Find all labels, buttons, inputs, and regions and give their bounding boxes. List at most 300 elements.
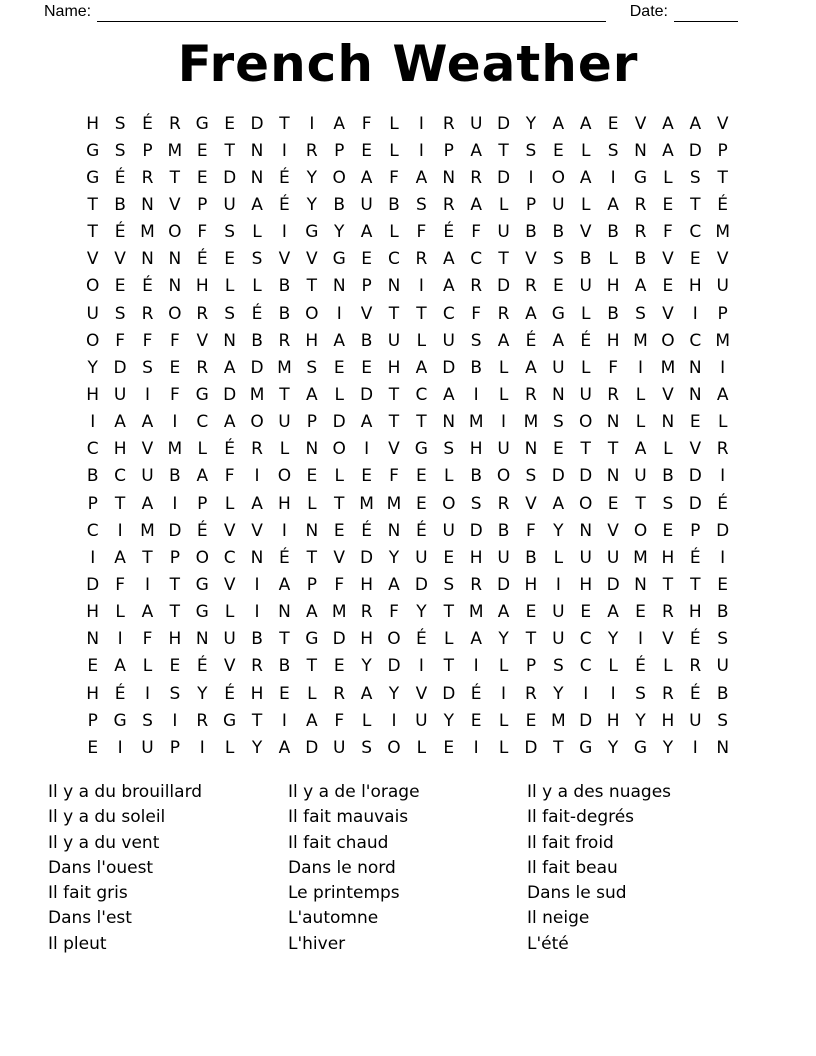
grid-letter-r11-c10: L — [334, 384, 344, 405]
grid-letter-r15-c2: T — [114, 493, 126, 514]
grid-letter-r13-c12: V — [388, 439, 400, 460]
grid-letter-r9-c8: R — [278, 330, 291, 351]
grid-letter-r17-c14: E — [443, 547, 455, 568]
grid-letter-r12-c23: E — [689, 412, 701, 433]
grid-letter-r13-c22: L — [663, 439, 673, 460]
grid-letter-r18-c20: D — [606, 574, 620, 595]
grid-letter-r7-c15: R — [470, 276, 483, 297]
grid-letter-r20-c2: I — [117, 629, 123, 650]
grid-letter-r12-c15: M — [468, 412, 484, 433]
grid-letter-r11-c9: A — [306, 384, 318, 405]
grid-letter-r21-c2: A — [114, 656, 126, 677]
grid-letter-r4-c11: U — [360, 194, 373, 215]
grid-letter-r24-c8: A — [278, 737, 291, 758]
grid-letter-r7-c23: H — [688, 276, 702, 297]
worksheet-header — [44, 2, 738, 22]
grid-letter-r10-c22: M — [660, 357, 676, 378]
grid-letter-r21-c14: T — [443, 656, 454, 677]
grid-letter-r19-c13: Y — [416, 602, 427, 623]
grid-letter-r9-c9: H — [305, 330, 319, 351]
grid-letter-r3-c22: L — [663, 167, 673, 188]
grid-letter-r18-c15: R — [470, 574, 483, 595]
grid-letter-r3-c19: A — [579, 167, 592, 188]
grid-letter-r24-c14: E — [443, 737, 455, 758]
grid-letter-r10-c24: I — [720, 357, 726, 378]
grid-letter-r23-c2: G — [113, 710, 127, 731]
grid-letter-r10-c15: B — [470, 357, 482, 378]
grid-letter-r20-c11: H — [360, 629, 373, 650]
date-label: Date: — [629, 3, 668, 20]
grid-letter-r12-c2: A — [114, 412, 126, 433]
grid-letter-r11-c12: T — [388, 384, 400, 405]
grid-letter-r14-c24: I — [720, 466, 726, 487]
word-column-1 — [48, 780, 202, 957]
grid-letter-r22-c16: I — [501, 683, 507, 704]
grid-letter-r5-c10: Y — [334, 222, 345, 243]
grid-letter-r10-c21: I — [638, 357, 644, 378]
word-list-item: Il fait gris — [48, 883, 128, 904]
grid-letter-r15-c15: S — [470, 493, 482, 514]
grid-letter-r16-c18: Y — [553, 520, 564, 541]
grid-letter-r16-c14: U — [442, 520, 455, 541]
grid-letter-r7-c22: E — [662, 276, 674, 297]
grid-letter-r6-c24: V — [716, 249, 729, 270]
grid-letter-r15-c6: L — [224, 493, 235, 514]
grid-letter-r6-c19: B — [579, 249, 592, 270]
grid-letter-r8-c5: R — [196, 303, 209, 324]
grid-letter-r23-c10: F — [334, 710, 345, 731]
grid-letter-r6-c2: V — [114, 249, 126, 270]
grid-letter-r20-c7: B — [251, 629, 263, 650]
grid-letter-r23-c24: S — [717, 710, 729, 731]
grid-letter-r11-c23: N — [688, 384, 702, 405]
grid-letter-r5-c3: M — [140, 222, 155, 243]
grid-letter-r20-c4: H — [168, 629, 182, 650]
grid-letter-r23-c8: I — [281, 710, 287, 731]
grid-letter-r1-c7: D — [250, 113, 264, 134]
grid-letter-r5-c21: R — [634, 222, 647, 243]
grid-letter-r6-c3: N — [141, 249, 154, 270]
grid-letter-r22-c8: E — [279, 683, 290, 704]
grid-letter-r7-c17: R — [525, 276, 537, 297]
grid-letter-r9-c10: A — [333, 330, 346, 351]
grid-letter-r17-c22: H — [661, 547, 675, 568]
grid-letter-r22-c24: B — [716, 683, 729, 704]
grid-letter-r5-c12: L — [389, 222, 399, 243]
grid-letter-r5-c13: F — [416, 222, 427, 243]
grid-letter-r3-c9: Y — [306, 167, 318, 188]
grid-letter-r19-c14: T — [443, 602, 454, 623]
grid-letter-r10-c4: E — [169, 357, 181, 378]
grid-letter-r6-c20: L — [608, 249, 618, 270]
grid-letter-r8-c24: P — [717, 303, 728, 324]
grid-letter-r4-c2: B — [114, 194, 126, 215]
grid-letter-r10-c6: A — [223, 357, 236, 378]
grid-letter-r3-c11: A — [360, 167, 373, 188]
grid-letter-r15-c3: A — [141, 493, 154, 514]
grid-letter-r23-c9: A — [306, 710, 318, 731]
grid-letter-r24-c5: I — [199, 737, 205, 758]
grid-letter-r5-c4: O — [168, 222, 182, 243]
grid-letter-r16-c19: N — [579, 520, 593, 541]
grid-letter-r6-c22: V — [662, 249, 674, 270]
grid-letter-r10-c18: U — [552, 357, 565, 378]
name-blank-line — [97, 4, 606, 22]
grid-letter-r8-c1: U — [86, 303, 99, 324]
grid-letter-r18-c9: P — [306, 574, 317, 595]
grid-letter-r18-c4: T — [169, 574, 181, 595]
grid-letter-r18-c21: N — [634, 574, 647, 595]
name-label: Name: — [44, 3, 92, 20]
grid-letter-r8-c8: B — [278, 303, 291, 324]
grid-letter-r23-c15: E — [470, 710, 482, 731]
grid-letter-r24-c7: Y — [251, 737, 263, 758]
grid-letter-r3-c20: I — [610, 167, 616, 188]
grid-letter-r5-c22: F — [663, 222, 673, 243]
grid-letter-r12-c8: U — [278, 412, 291, 433]
grid-letter-r16-c7: V — [251, 520, 263, 541]
grid-letter-r16-c13: É — [416, 520, 427, 541]
grid-letter-r6-c5: É — [196, 249, 208, 270]
grid-letter-r8-c6: S — [224, 303, 236, 324]
grid-letter-r8-c3: R — [141, 303, 154, 324]
grid-letter-r2-c14: P — [443, 140, 454, 161]
grid-letter-r12-c16: I — [501, 412, 507, 433]
grid-letter-r6-c12: C — [388, 249, 400, 270]
grid-letter-r2-c19: L — [580, 140, 591, 161]
grid-letter-r23-c19: D — [579, 710, 593, 731]
grid-letter-r16-c23: P — [690, 520, 701, 541]
grid-letter-r4-c22: E — [662, 194, 674, 215]
grid-letter-r17-c21: M — [633, 547, 648, 568]
grid-letter-r13-c15: H — [469, 439, 483, 460]
grid-letter-r11-c11: D — [360, 384, 374, 405]
grid-letter-r6-c10: G — [332, 249, 346, 270]
grid-letter-r7-c19: U — [579, 276, 592, 297]
grid-letter-r12-c10: D — [332, 412, 346, 433]
grid-letter-r17-c18: L — [553, 547, 564, 568]
grid-letter-r7-c10: N — [332, 276, 346, 297]
grid-letter-r9-c24: M — [715, 330, 731, 351]
grid-letter-r7-c2: E — [114, 276, 126, 297]
grid-letter-r12-c7: O — [250, 412, 264, 433]
grid-letter-r20-c15: A — [470, 629, 482, 650]
grid-letter-r9-c19: É — [580, 330, 592, 351]
grid-letter-r20-c13: É — [416, 629, 427, 650]
grid-letter-r9-c16: A — [497, 330, 510, 351]
grid-letter-r1-c19: A — [579, 113, 592, 134]
word-list-item: Il neige — [527, 908, 590, 929]
grid-letter-r19-c5: G — [195, 602, 209, 623]
grid-letter-r10-c20: F — [608, 357, 618, 378]
grid-letter-r2-c18: E — [552, 140, 564, 161]
grid-letter-r11-c21: L — [635, 384, 646, 405]
grid-letter-r16-c5: É — [196, 520, 208, 541]
grid-letter-r17-c7: N — [250, 547, 264, 568]
grid-letter-r24-c17: D — [524, 737, 538, 758]
grid-letter-r6-c18: S — [552, 249, 564, 270]
grid-letter-r21-c20: L — [608, 656, 618, 677]
grid-letter-r21-c15: I — [473, 656, 479, 677]
grid-letter-r1-c16: D — [497, 113, 511, 134]
grid-letter-r22-c20: I — [610, 683, 616, 704]
grid-letter-r21-c9: T — [306, 656, 318, 677]
grid-letter-r14-c1: B — [86, 466, 99, 487]
grid-letter-r20-c22: V — [662, 629, 674, 650]
grid-letter-r6-c21: B — [634, 249, 647, 270]
grid-letter-r16-c22: E — [662, 520, 674, 541]
grid-letter-r11-c13: C — [415, 384, 428, 405]
grid-letter-r21-c16: L — [498, 656, 509, 677]
grid-letter-r8-c13: T — [416, 303, 427, 324]
grid-letter-r17-c13: U — [415, 547, 428, 568]
grid-letter-r15-c24: É — [717, 493, 729, 514]
grid-letter-r9-c22: O — [661, 330, 675, 351]
grid-letter-r21-c10: E — [333, 656, 345, 677]
grid-letter-r21-c5: É — [196, 656, 208, 677]
grid-letter-r16-c6: V — [223, 520, 236, 541]
grid-letter-r2-c24: P — [717, 140, 728, 161]
word-list-item: Il y a des nuages — [527, 782, 672, 802]
grid-letter-r3-c6: D — [223, 167, 237, 188]
grid-letter-r12-c17: M — [523, 412, 539, 433]
grid-letter-r1-c2: S — [114, 113, 126, 134]
grid-letter-r5-c11: A — [360, 222, 373, 243]
grid-letter-r17-c4: P — [169, 547, 180, 568]
grid-letter-r9-c23: C — [689, 330, 702, 351]
grid-letter-r5-c18: B — [552, 222, 565, 243]
grid-letter-r22-c15: É — [470, 683, 482, 704]
grid-letter-r2-c8: I — [281, 140, 287, 161]
grid-letter-r22-c12: Y — [388, 683, 400, 704]
grid-letter-r17-c15: H — [469, 547, 483, 568]
grid-letter-r17-c2: A — [114, 547, 126, 568]
grid-letter-r23-c11: L — [361, 710, 372, 731]
grid-letter-r11-c4: F — [169, 384, 180, 405]
grid-letter-r17-c8: É — [279, 547, 290, 568]
grid-letter-r3-c5: E — [196, 167, 208, 188]
grid-letter-r13-c9: N — [305, 439, 319, 460]
grid-letter-r15-c12: M — [386, 493, 402, 514]
grid-letter-r4-c9: Y — [306, 194, 318, 215]
grid-letter-r22-c1: H — [86, 683, 100, 704]
grid-letter-r14-c22: B — [662, 466, 674, 487]
grid-letter-r22-c23: É — [689, 683, 701, 704]
grid-letter-r24-c6: L — [224, 737, 235, 758]
grid-letter-r14-c5: A — [196, 466, 209, 487]
grid-letter-r22-c4: S — [169, 683, 181, 704]
grid-letter-r18-c10: F — [334, 574, 345, 595]
grid-letter-r12-c14: N — [442, 412, 456, 433]
grid-letter-r2-c13: I — [418, 140, 424, 161]
grid-letter-r9-c11: B — [360, 330, 373, 351]
grid-letter-r20-c17: T — [525, 629, 537, 650]
grid-letter-r2-c10: P — [334, 140, 345, 161]
grid-letter-r24-c9: D — [305, 737, 319, 758]
grid-letter-r5-c17: B — [525, 222, 537, 243]
grid-letter-r5-c20: B — [607, 222, 619, 243]
grid-letter-r2-c20: S — [607, 140, 619, 161]
grid-letter-r1-c9: I — [309, 113, 315, 134]
grid-letter-r7-c8: B — [278, 276, 291, 297]
grid-letter-r10-c13: A — [415, 357, 428, 378]
grid-letter-r15-c21: T — [635, 493, 646, 514]
grid-letter-r8-c18: G — [551, 303, 565, 324]
grid-letter-r16-c17: F — [526, 520, 536, 541]
word-list-item: Il y a du vent — [48, 832, 160, 853]
grid-letter-r19-c7: I — [254, 602, 260, 623]
grid-letter-r22-c19: I — [583, 683, 589, 704]
grid-letter-r12-c18: S — [552, 412, 564, 433]
grid-letter-r15-c23: D — [688, 493, 702, 514]
grid-letter-r19-c19: E — [580, 602, 592, 623]
grid-letter-r3-c3: R — [141, 167, 154, 188]
grid-letter-r11-c3: I — [144, 384, 150, 405]
grid-letter-r13-c1: C — [86, 439, 99, 460]
grid-letter-r13-c5: L — [197, 439, 207, 460]
grid-letter-r10-c19: L — [580, 357, 591, 378]
grid-letter-r13-c14: S — [443, 439, 455, 460]
grid-letter-r16-c2: I — [117, 520, 123, 541]
word-list-item: Il fait beau — [527, 857, 618, 878]
grid-letter-r2-c1: G — [86, 140, 100, 161]
grid-letter-r12-c3: A — [141, 412, 154, 433]
grid-letter-r16-c10: E — [333, 520, 345, 541]
grid-letter-r19-c22: R — [661, 602, 674, 623]
grid-letter-r23-c16: L — [498, 710, 509, 731]
grid-letter-r17-c16: U — [497, 547, 510, 568]
grid-letter-r6-c11: E — [361, 249, 372, 270]
grid-letter-r13-c21: A — [634, 439, 647, 460]
grid-letter-r3-c7: N — [250, 167, 264, 188]
grid-letter-r12-c21: L — [635, 412, 646, 433]
grid-letter-r7-c24: U — [716, 276, 729, 297]
grid-letter-r9-c1: O — [86, 330, 100, 351]
grid-letter-r17-c17: B — [525, 547, 537, 568]
grid-letter-r11-c7: M — [249, 384, 265, 405]
grid-letter-r8-c11: V — [360, 303, 373, 324]
grid-letter-r1-c4: R — [168, 113, 181, 134]
grid-letter-r2-c2: S — [114, 140, 126, 161]
grid-letter-r17-c9: T — [306, 547, 318, 568]
grid-letter-r9-c6: N — [223, 330, 236, 351]
grid-letter-r24-c19: G — [579, 737, 593, 758]
page-title: French Weather — [177, 35, 639, 93]
grid-letter-r7-c5: H — [195, 276, 209, 297]
grid-letter-r23-c4: I — [172, 710, 178, 731]
grid-letter-r1-c6: E — [224, 113, 236, 134]
grid-letter-r15-c8: H — [278, 493, 291, 514]
grid-letter-r18-c22: T — [662, 574, 674, 595]
grid-letter-r1-c24: V — [716, 113, 729, 134]
grid-letter-r20-c23: É — [689, 629, 701, 650]
grid-letter-r24-c11: S — [361, 737, 372, 758]
grid-letter-r8-c16: R — [497, 303, 510, 324]
grid-letter-r21-c8: B — [278, 656, 291, 677]
grid-letter-r8-c21: S — [635, 303, 646, 324]
word-list-item: Il y a de l'orage — [288, 782, 420, 802]
grid-letter-r6-c15: C — [470, 249, 483, 270]
grid-letter-r21-c7: R — [251, 656, 263, 677]
grid-letter-r12-c5: C — [196, 412, 209, 433]
grid-letter-r18-c19: H — [579, 574, 593, 595]
grid-letter-r12-c11: A — [360, 412, 373, 433]
grid-letter-r7-c13: I — [418, 276, 424, 297]
grid-letter-r7-c6: L — [224, 276, 235, 297]
grid-letter-r22-c17: R — [525, 683, 537, 704]
grid-letter-r14-c16: O — [496, 466, 511, 487]
word-list-item: Il fait-degrés — [527, 807, 635, 828]
grid-letter-r20-c18: U — [552, 629, 565, 650]
grid-letter-r5-c7: L — [252, 222, 262, 243]
grid-letter-r10-c14: D — [442, 357, 456, 378]
grid-letter-r18-c13: D — [414, 574, 428, 595]
grid-letter-r12-c4: I — [172, 412, 178, 433]
grid-letter-r16-c1: C — [86, 520, 99, 541]
grid-letter-r16-c20: V — [607, 520, 619, 541]
grid-letter-r14-c14: L — [444, 466, 454, 487]
grid-letter-r18-c12: A — [388, 574, 400, 595]
grid-letter-r2-c9: R — [305, 140, 318, 161]
grid-letter-r17-c11: D — [360, 547, 374, 568]
grid-letter-r9-c17: É — [525, 330, 537, 351]
grid-letter-r20-c1: N — [86, 629, 100, 650]
grid-letter-r4-c19: L — [580, 194, 591, 215]
date-blank-line — [674, 4, 738, 22]
grid-letter-r19-c10: M — [331, 602, 347, 623]
grid-letter-r13-c18: E — [552, 439, 564, 460]
word-list-item: L'hiver — [288, 933, 346, 954]
grid-letter-r20-c3: F — [142, 629, 153, 650]
grid-letter-r15-c17: V — [525, 493, 537, 514]
grid-letter-r8-c19: L — [580, 303, 591, 324]
grid-letter-r22-c9: L — [307, 683, 317, 704]
word-list-item: Dans le sud — [527, 883, 627, 904]
word-column-3 — [527, 780, 671, 957]
grid-letter-r6-c16: T — [498, 249, 509, 270]
grid-letter-r20-c5: N — [195, 629, 209, 650]
word-list-item: L'été — [527, 933, 569, 954]
grid-letter-r11-c18: N — [551, 384, 565, 405]
grid-letter-r20-c10: D — [332, 629, 346, 650]
grid-letter-r9-c13: L — [416, 330, 427, 351]
grid-letter-r7-c16: D — [497, 276, 511, 297]
grid-letter-r12-c6: A — [223, 412, 236, 433]
grid-letter-r18-c7: I — [254, 574, 260, 595]
word-list-item: Le printemps — [288, 883, 400, 904]
grid-letter-r21-c17: P — [525, 656, 537, 677]
grid-letter-r13-c2: H — [113, 439, 127, 460]
grid-letter-r15-c19: O — [579, 493, 593, 514]
grid-letter-r18-c3: I — [144, 574, 150, 595]
grid-letter-r2-c23: D — [688, 140, 702, 161]
grid-letter-r3-c21: G — [633, 167, 648, 188]
grid-letter-r15-c11: M — [359, 493, 374, 514]
grid-letter-r23-c20: H — [606, 710, 620, 731]
grid-letter-r21-c6: V — [223, 656, 236, 677]
grid-letter-r23-c12: I — [391, 710, 397, 731]
grid-letter-r11-c6: D — [223, 384, 237, 405]
grid-letter-r17-c23: É — [689, 547, 701, 568]
grid-letter-r10-c5: R — [196, 357, 209, 378]
grid-letter-r11-c5: G — [195, 384, 209, 405]
grid-letter-r17-c20: U — [606, 547, 620, 568]
grid-letter-r19-c17: E — [525, 602, 537, 623]
grid-letter-r3-c2: É — [114, 167, 126, 188]
grid-letter-r14-c2: C — [114, 466, 127, 487]
grid-letter-r2-c22: A — [662, 140, 674, 161]
grid-letter-r3-c18: O — [551, 167, 566, 188]
